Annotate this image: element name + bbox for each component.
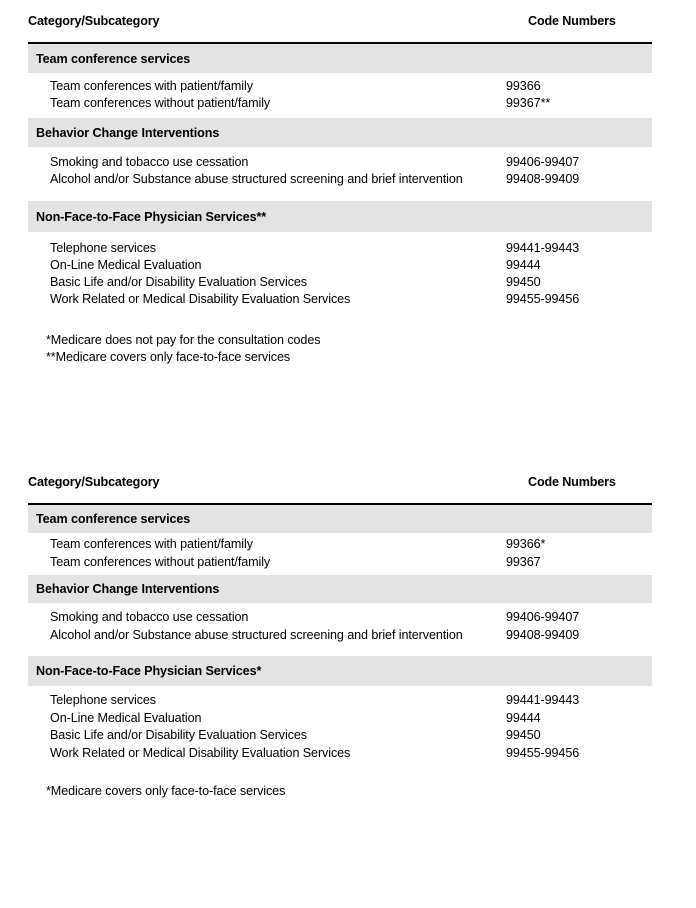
row-description: Work Related or Medical Disability Evaluation Services <box>50 745 351 760</box>
section-rows-team-conference-services <box>28 533 652 575</box>
table-row <box>28 291 652 308</box>
table-column-headers <box>28 475 652 503</box>
row-code: 99367** <box>506 96 551 110</box>
table-row <box>28 710 652 728</box>
row-code: 99408-99409 <box>506 627 580 642</box>
table-row <box>28 727 652 745</box>
section-header-behavior-change-interventions <box>28 118 652 147</box>
row-description: Alcohol and/or Substance abuse structured screening and brief intervention <box>50 172 463 186</box>
column-header-code-numbers: Code Numbers <box>528 14 616 28</box>
row-description: On-Line Medical Evaluation <box>50 710 202 725</box>
column-header-code-numbers: Code Numbers <box>528 475 616 489</box>
section-rows-non-face-to-face-physician-services <box>28 686 652 762</box>
section-rows-behavior-change-interventions <box>28 603 652 656</box>
row-description: Smoking and tobacco use cessation <box>50 610 249 624</box>
row-description: Team conferences without patient/family <box>50 554 271 569</box>
table-row <box>28 95 652 112</box>
row-description: On-Line Medical Evaluation <box>50 258 202 272</box>
column-header-category: Category/Subcategory <box>28 475 160 489</box>
code-table-1 <box>28 14 652 366</box>
column-header-category: Category/Subcategory <box>28 14 160 28</box>
row-description: Team conferences with patient/family <box>50 79 253 93</box>
row-description: Alcohol and/or Substance abuse structured screening and brief intervention <box>50 627 463 642</box>
table-row <box>28 609 652 627</box>
row-description: Telephone services <box>50 241 157 255</box>
table-row <box>28 154 652 171</box>
table-row <box>28 240 652 257</box>
row-code: 99406-99407 <box>506 610 580 624</box>
section-header-team-conference-services <box>28 505 652 533</box>
footnote: *Medicare does not pay for the consultation codes <box>46 333 321 347</box>
row-description: Team conferences without patient/family <box>50 96 271 110</box>
row-code: 99441-99443 <box>506 693 580 707</box>
table-row <box>28 692 652 710</box>
table-row <box>28 78 652 95</box>
table-row <box>28 554 652 572</box>
section-title: Team conference services <box>36 512 191 526</box>
section-header-behavior-change-interventions <box>28 575 652 603</box>
row-description: Smoking and tobacco use cessation <box>50 155 249 169</box>
section-title: Non-Face-to-Face Physician Services** <box>36 209 267 224</box>
section-header-team-conference-services <box>28 44 652 73</box>
table-row <box>28 745 652 763</box>
row-code: 99444 <box>506 710 541 725</box>
row-code: 99441-99443 <box>506 241 580 255</box>
section-title: Team conference services <box>36 51 191 66</box>
row-description: Telephone services <box>50 693 157 707</box>
section-title: Non-Face-to-Face Physician Services* <box>36 664 262 678</box>
table-row <box>28 536 652 554</box>
section-header-non-face-to-face-physician-services <box>28 201 652 232</box>
footnote: **Medicare covers only face-to-face services <box>46 350 291 364</box>
row-code: 99450 <box>506 728 541 742</box>
row-code: 99408-99409 <box>506 172 580 186</box>
table-row <box>28 171 652 188</box>
code-table-2 <box>28 475 652 800</box>
table-row <box>28 274 652 291</box>
row-code: 99367 <box>506 554 541 569</box>
row-code: 99366 <box>506 79 541 93</box>
table-footnotes <box>28 332 652 366</box>
row-description: Work Related or Medical Disability Evaluation Services <box>50 292 351 306</box>
section-title: Behavior Change Interventions <box>36 582 220 596</box>
table-row <box>28 257 652 274</box>
row-code: 99455-99456 <box>506 292 580 306</box>
section-rows-non-face-to-face-physician-services <box>28 232 652 308</box>
row-code: 99366* <box>506 537 546 551</box>
row-description: Team conferences with patient/family <box>50 537 253 551</box>
section-title: Behavior Change Interventions <box>36 125 220 140</box>
row-description: Basic Life and/or Disability Evaluation Services <box>50 275 307 289</box>
row-description: Basic Life and/or Disability Evaluation Services <box>50 728 307 742</box>
row-code: 99406-99407 <box>506 155 580 169</box>
footnote: *Medicare covers only face-to-face services <box>46 784 286 798</box>
row-code: 99444 <box>506 258 541 272</box>
section-header-non-face-to-face-physician-services <box>28 656 652 686</box>
section-rows-team-conference-services <box>28 73 652 118</box>
row-code: 99455-99456 <box>506 745 580 760</box>
table-footnotes <box>28 783 652 800</box>
table-column-headers <box>28 14 652 42</box>
table-row <box>28 627 652 645</box>
row-code: 99450 <box>506 275 541 289</box>
section-rows-behavior-change-interventions <box>28 147 652 201</box>
